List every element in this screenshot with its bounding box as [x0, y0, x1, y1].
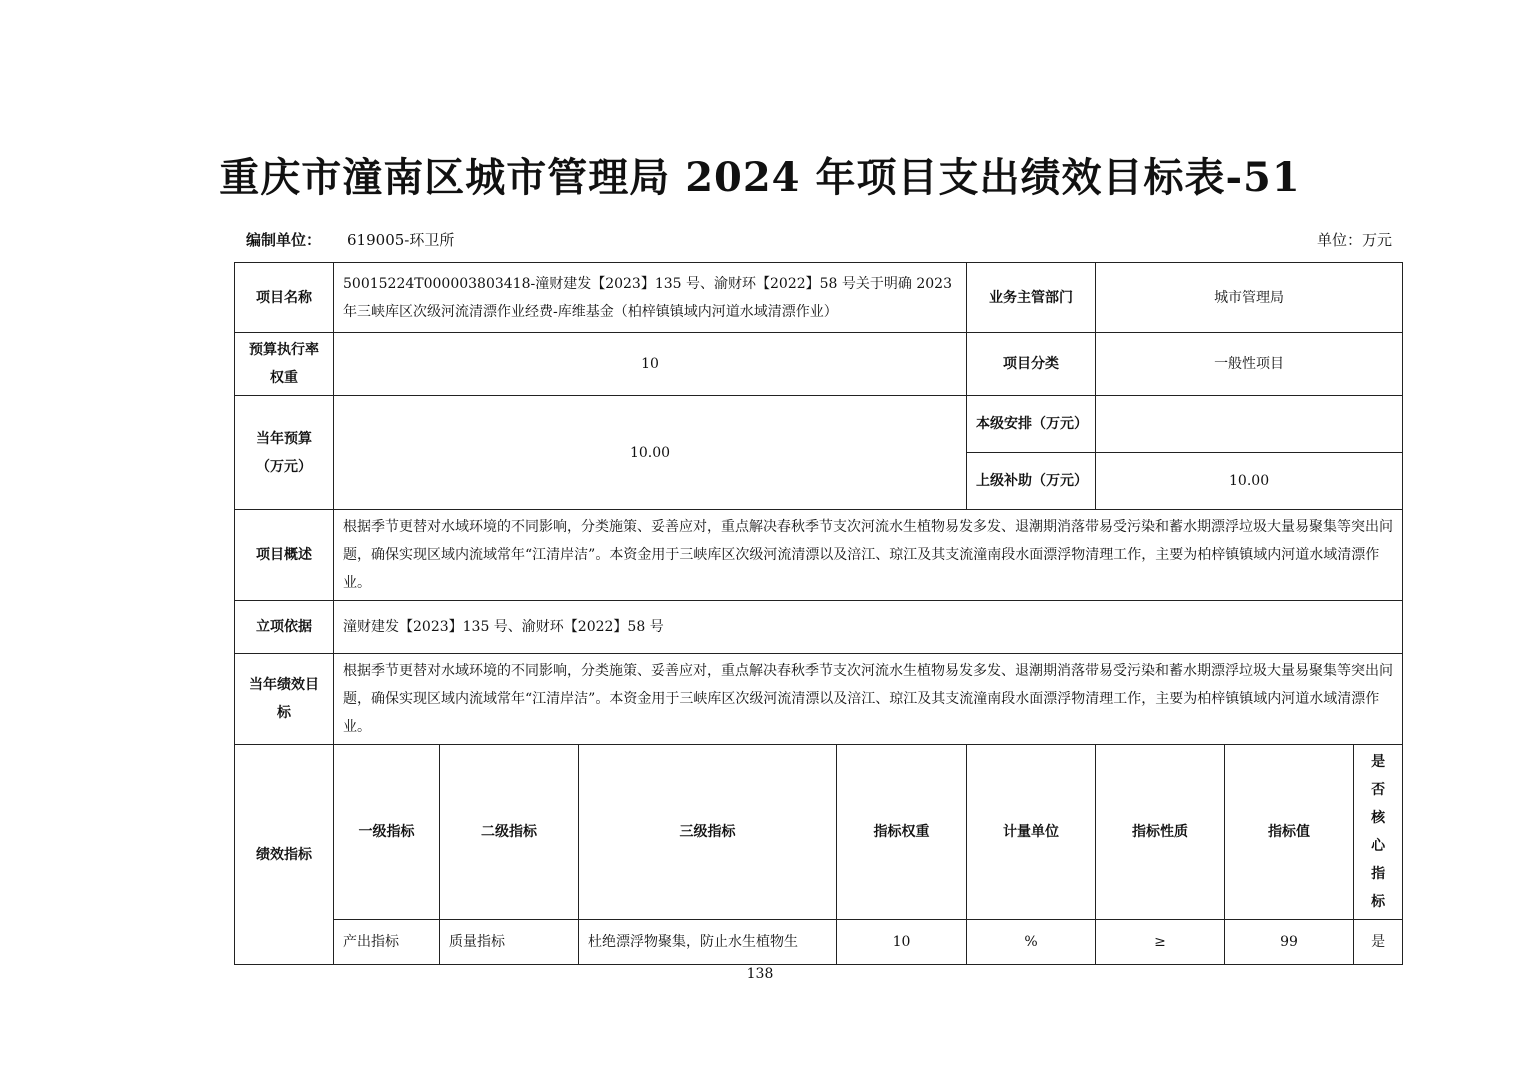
upper-value: 10.00 — [1096, 453, 1403, 510]
performance-target-table — [234, 262, 1403, 965]
indicator-core: 是 — [1354, 920, 1403, 965]
local-label: 本级安排（万元） — [967, 396, 1096, 453]
indicator-level3: 杜绝漂浮物聚集，防止水生植物生 — [579, 920, 837, 965]
header-weight: 指标权重 — [837, 745, 967, 920]
exec-weight-label: 预算执行率权重 — [235, 333, 334, 396]
goal-text: 根据季节更替对水域环境的不同影响，分类施策、妥善应对，重点解决春秋季节支次河流水生植物易发多发、退潮期消落带易受污染和蓄水期漂浮垃圾大量易聚集等突出问题，确保实现区域内流域常年“江清岸洁”。本资金用于三峡库区次级河流清漂以及涪江、琼江及其支流潼南段水面漂浮物清理工作，主要为柏梓镇镇域内河道水域清漂作业。 — [334, 654, 1403, 745]
upper-label: 上级补助（万元） — [967, 453, 1096, 510]
header-core-char: 核 — [1371, 810, 1386, 826]
header-core — [1354, 745, 1403, 920]
category-value: 一般性项目 — [1096, 333, 1403, 396]
header-unit: 计量单位 — [967, 745, 1096, 920]
header-level2: 二级指标 — [440, 745, 579, 920]
budget-label: 当年预算（万元） — [235, 396, 334, 510]
table-row — [235, 396, 1403, 453]
dept-value: 城市管理局 — [1096, 263, 1403, 333]
project-name-label: 项目名称 — [235, 263, 334, 333]
page-number: 138 — [746, 966, 774, 982]
header-nature: 指标性质 — [1096, 745, 1225, 920]
indicator-row — [235, 920, 1403, 965]
header-level3: 三级指标 — [579, 745, 837, 920]
header-core-char: 标 — [1371, 894, 1386, 910]
table-row — [235, 654, 1403, 745]
indicator-nature: ≥ — [1096, 920, 1225, 965]
table-row — [235, 263, 1403, 333]
indicator-value: 99 — [1225, 920, 1354, 965]
overview-label: 项目概述 — [235, 510, 334, 601]
exec-weight-value: 10 — [334, 333, 967, 396]
header-core-char: 否 — [1371, 782, 1386, 798]
header-core-char: 心 — [1371, 838, 1386, 854]
currency-unit: 单位：万元 — [1316, 231, 1392, 249]
compiling-unit — [246, 229, 454, 250]
indicators-label: 绩效指标 — [235, 745, 334, 965]
basis-label: 立项依据 — [235, 601, 334, 654]
compiling-unit-label: 编制单位： — [246, 231, 322, 249]
overview-text: 根据季节更替对水域环境的不同影响，分类施策、妥善应对，重点解决春秋季节支次河流水生植物易发多发、退潮期消落带易受污染和蓄水期漂浮垃圾大量易聚集等突出问题，确保实现区域内流域常年“江清岸洁”。本资金用于三峡库区次级河流清漂以及涪江、琼江及其支流潼南段水面漂浮物清理工作，主要为柏梓镇镇域内河道水域清漂作业。 — [334, 510, 1403, 601]
project-name-value: 50015224T000003803418-潼财建发【2023】135 号、渝财环【2022】58 号关于明确 2023 年三峡库区次级河流清漂作业经费-库维基金（柏梓镇镇域内河道水域清漂作业） — [334, 263, 967, 333]
budget-value: 10.00 — [334, 396, 967, 510]
compiling-unit-value: 619005-环卫所 — [347, 231, 455, 249]
indicator-unit: % — [967, 920, 1096, 965]
indicator-level2: 质量指标 — [440, 920, 579, 965]
basis-text: 潼财建发【2023】135 号、渝财环【2022】58 号 — [334, 601, 1403, 654]
table-row — [235, 333, 1403, 396]
dept-label: 业务主管部门 — [967, 263, 1096, 333]
header-core-char: 指 — [1371, 866, 1386, 882]
indicator-level1: 产出指标 — [334, 920, 440, 965]
category-label: 项目分类 — [967, 333, 1096, 396]
goal-label: 当年绩效目标 — [235, 654, 334, 745]
table-row — [235, 510, 1403, 601]
page-title: 重庆市潼南区城市管理局 2024 年项目支出绩效目标表-51 — [219, 154, 1301, 201]
table-row — [235, 745, 1403, 920]
local-value — [1096, 396, 1403, 453]
header-level1: 一级指标 — [334, 745, 440, 920]
table-row — [235, 601, 1403, 654]
header-core-char: 是 — [1371, 754, 1386, 770]
indicator-weight: 10 — [837, 920, 967, 965]
header-value: 指标值 — [1225, 745, 1354, 920]
